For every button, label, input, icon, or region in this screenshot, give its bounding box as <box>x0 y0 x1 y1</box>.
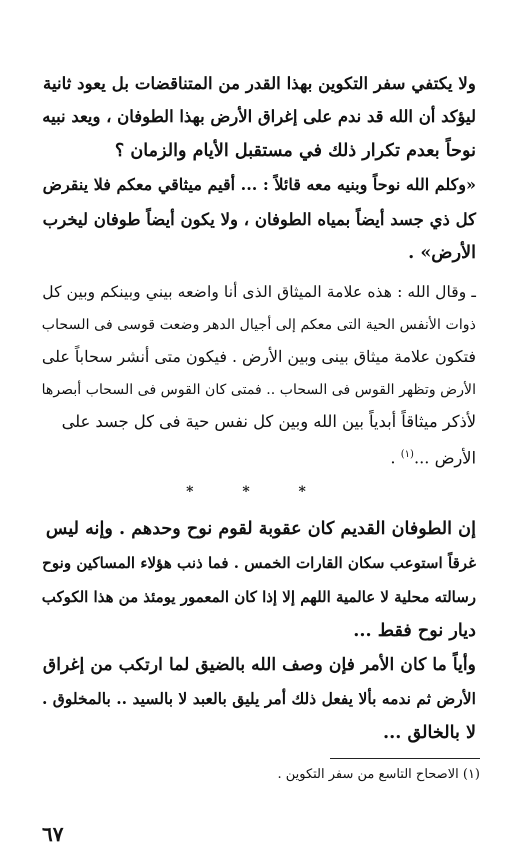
paragraph-3 <box>40 512 476 648</box>
footnote-separator <box>330 758 480 759</box>
scripture-quote <box>40 276 476 474</box>
paragraph-1 <box>40 66 476 168</box>
quote-end-text: الأرض ... <box>413 447 476 467</box>
text-line: رسالته محلية لا عالمية اللهم إلا إذا كان المعمور يومئذ من هذا الكوكب <box>41 588 476 606</box>
footnote: (١) الاصحاح التاسع من سفر التكوين . <box>277 767 480 782</box>
text-line: نوحاً بعدم تكرار ذلك في مستقبل الأيام والزمان ؟ <box>114 140 476 161</box>
text-line: ولا يكتفي سفر التكوين بهذا القدر من المتناقضات بل يعود ثانية <box>43 73 476 93</box>
text-line: الأرض ثم ندمه بألا يفعل ذلك أمر يليق بالعبد لا بالسيد .. بالمخلوق . <box>41 689 476 708</box>
text-line: الأرض وتظهر القوس فى السحاب .. فمتى كان القوس فى السحاب أبصرها <box>41 381 476 398</box>
text-line: الأرض ...$^{(١)}$ . <box>390 447 476 467</box>
paragraph-2 <box>40 168 476 270</box>
text-line: فتكون علامة ميثاق بينى وبين الأرض . فيكون متى أنشر سحاباً على <box>41 347 476 366</box>
text-line: كل ذي جسد أيضاً بمياه الطوفان ، ولا يكون أيضاً طوفان ليخرب <box>42 209 476 229</box>
text-line: الأرض» . <box>408 242 476 263</box>
section-divider-stars: * * * <box>186 484 328 500</box>
text-line: ديار نوح فقط ... <box>353 620 476 641</box>
text-line: «وكلم الله نوحاً وبنيه معه قائلاً : ... أقيم ميثاقي معكم فلا ينقرض <box>42 175 476 194</box>
paragraph-4 <box>40 648 476 750</box>
page-number: ٦٧ <box>42 822 64 846</box>
footnote-marker: (١) <box>400 448 414 460</box>
text-line: لا بالخالق ... <box>382 722 476 743</box>
text-line: وأياً ما كان الأمر فإن وصف الله بالضيق لما ارتكب من إغراق <box>42 655 476 675</box>
text-line: ذوات الأنفس الحية التى معكم إلى أجيال الدهر وضعت قوسى فى السحاب <box>41 316 476 333</box>
text-line: لأذكر ميثاقاً أبدياً بين الله وبين كل نفس حية فى كل جسد على <box>61 412 476 431</box>
text-line: ليؤكد أن الله قد ندم على إغراق الأرض بهذا الطوفان ، ويعد نبيه <box>42 107 476 126</box>
text-line: غرقاً استوعب سكان القارات الخمس . فما ذنب هؤلاء المساكين ونوح <box>42 554 476 572</box>
text-line: إن الطوفان القديم كان عقوبة لقوم نوح وحدهم . وإنه ليس <box>45 518 476 539</box>
text-line: ـ وقال الله : هذه علامة الميثاق الذى أنا واضعه بيني وبينكم وبين كل <box>42 282 476 301</box>
